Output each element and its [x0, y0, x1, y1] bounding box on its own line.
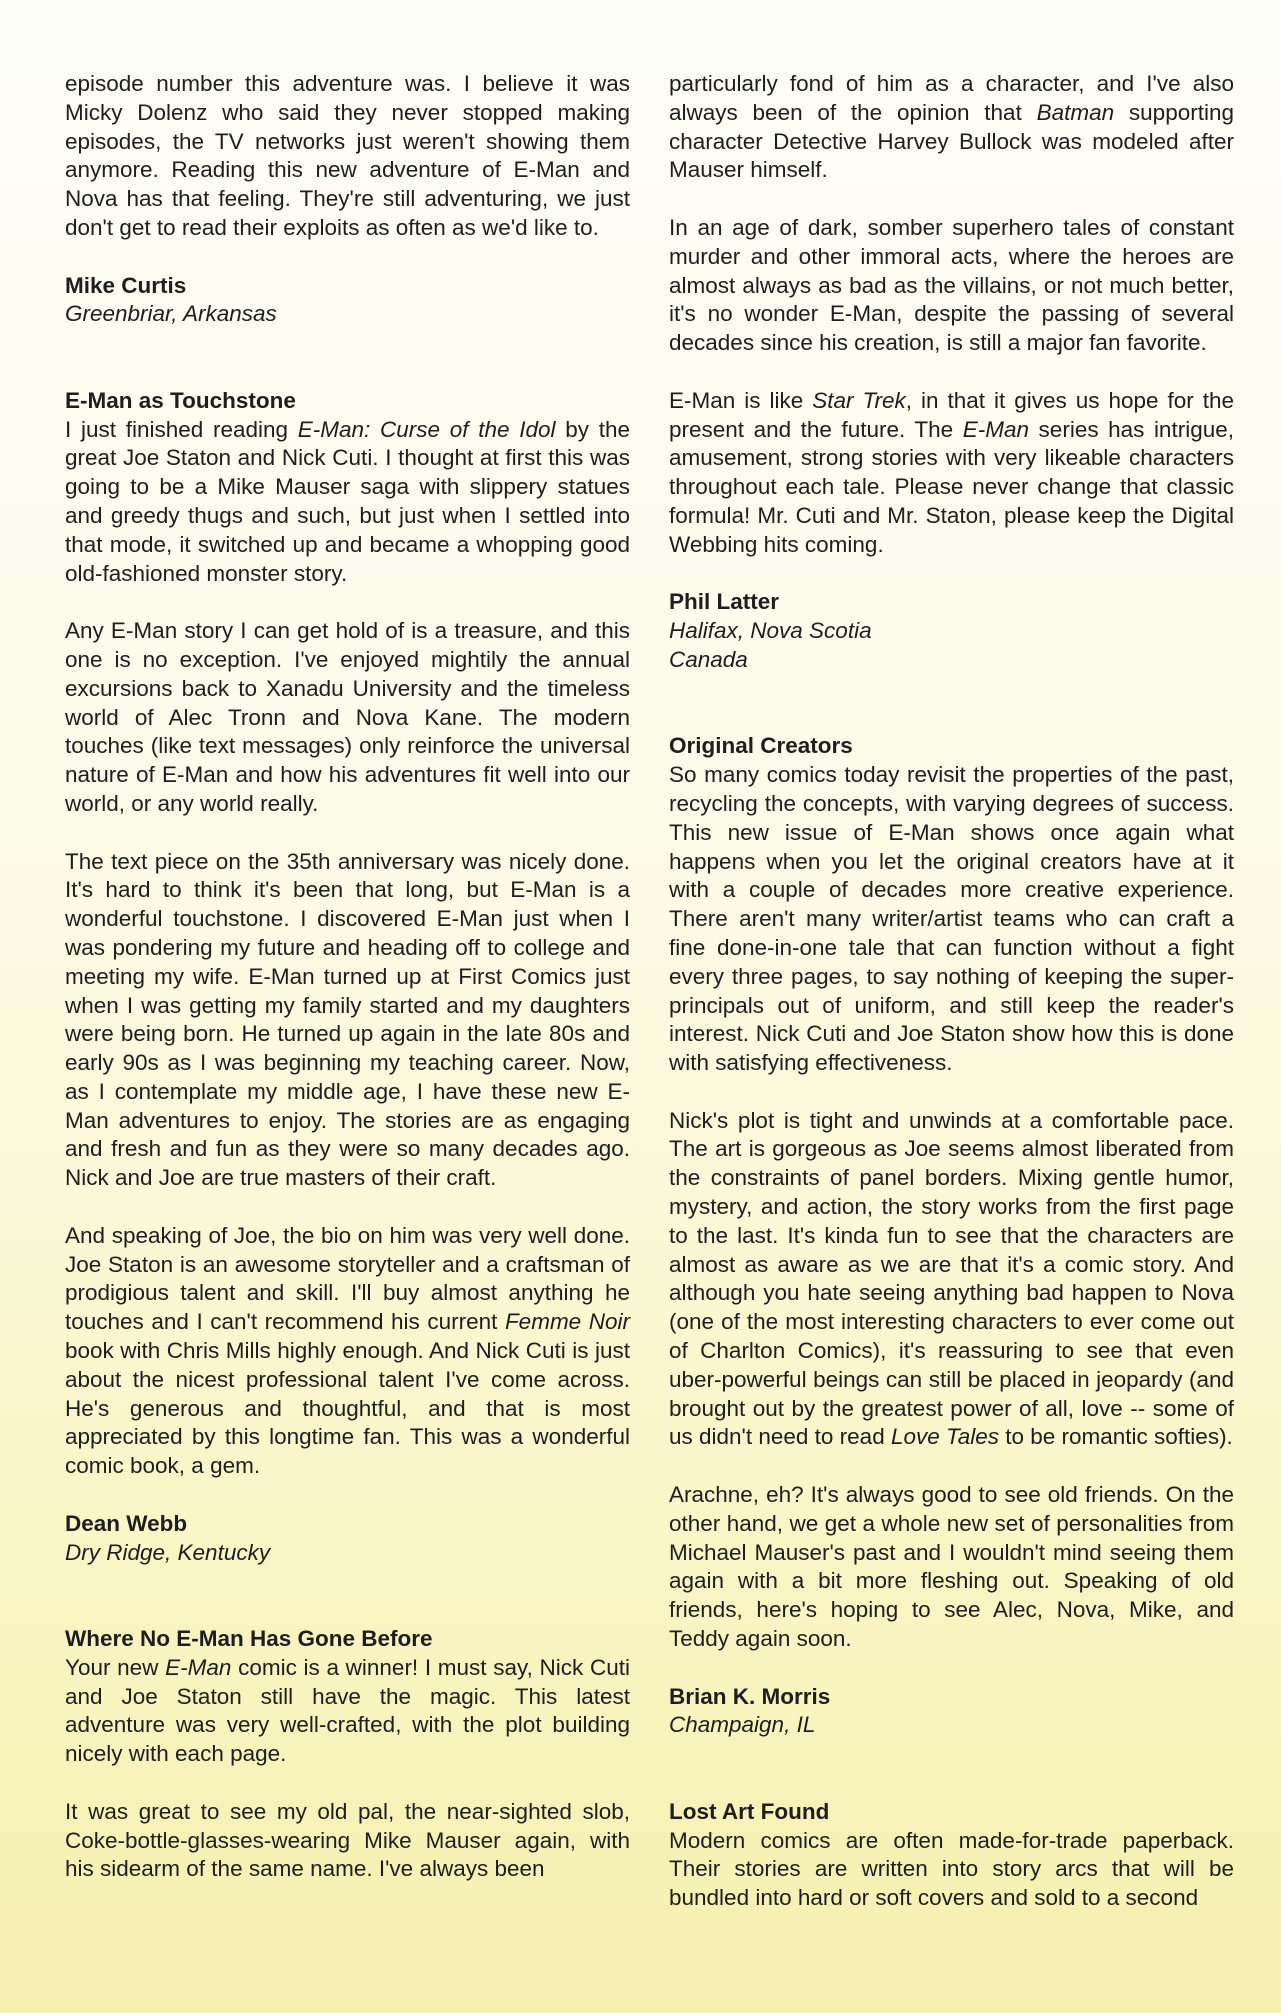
right-column	[669, 70, 1234, 1913]
left-column	[65, 70, 630, 1884]
signature-name: Dean Webb	[65, 1510, 188, 1536]
letter-paragraph: In an age of dark, somber superhero tales of constant murder and other immoral acts, where the heroes are almost always as bad as the villains, or not much better, it's no wonder E-Man, despite the passing of several decades since his creation, is still a major fan favorite.	[669, 214, 1234, 356]
signature	[669, 1683, 1234, 1741]
letter-paragraph: The text piece on the 35th anniversary was nicely done. It's hard to think it's been that long, but E-Man is a wonderful touchstone. I discovered E-Man just when I was pondering my future and heading off to college and meeting my wife. E-Man turned up at First Comics just when I was getting my family started and my daughters were being born. He turned up again in the late 80s and early 90s as I was beginning my teaching career. Now, as I contemplate my middle age, I have these new E-Man adventures to enjoy. The stories are as engaging and fresh and fun as they were so many decades ago. Nick and Joe are true masters of their craft.	[65, 848, 630, 1191]
signature	[65, 1510, 630, 1568]
signature-location: Halifax, Nova Scotia	[669, 618, 872, 644]
letter-heading: Lost Art Found	[669, 1798, 830, 1824]
letter-heading: E-Man as Touchstone	[65, 387, 296, 413]
signature-location: Greenbriar, Arkansas	[65, 301, 277, 327]
letter-paragraph: And speaking of Joe, the bio on him was very well done. Joe Staton is an awesome storyteller and a craftsman of prodigious talent and skill. I'll buy almost anything he touches and I can't recommend his current Femme Noir book with Chris Mills highly enough. And Nick Cuti is just about the nicest professional talent I've come across. He's generous and thoughtful, and that is most appreciated by this longtime fan. This was a wonderful comic book, a gem.	[65, 1222, 631, 1479]
signature-name: Phil Latter	[669, 589, 780, 615]
signature-location: Champaign, IL	[669, 1712, 816, 1738]
letter-paragraph: It was great to see my old pal, the near-sighted slob, Coke-bottle-glasses-wearing Mike Mauser again, with his sidearm of the same name. I've always been	[65, 1798, 630, 1882]
letter-paragraph: Arachne, eh? It's always good to see old friends. On the other hand, we get a whole new set of personalities from Michael Mauser's past and I wouldn't mind seeing them again with a bit more fleshing out. Speaking of old friends, here's hoping to see Alec, Nova, Mike, and Teddy again soon.	[669, 1482, 1234, 1652]
letter-paragraph: particularly fond of him as a character, and I've also always been of the opinion that Batman supporting character Detective Harvey Bullock was modeled after Mauser himself.	[669, 71, 1234, 183]
signature-name: Mike Curtis	[65, 272, 187, 298]
signature	[669, 588, 1234, 674]
letter-paragraph: episode number this adventure was. I believe it was Micky Dolenz who said they never stopped making episodes, the TV networks just weren't showing them anymore. Reading this new adventure of E-Man and Nova has that feeling. They're still adventuring, we just don't get to read their exploits as often as we'd like to.	[65, 71, 630, 240]
letter-paragraph: I just finished reading E-Man: Curse of the Idol by the great Joe Staton and Nick Cuti. I thought at first this was going to be a Mike Mauser saga with slippery statues and greedy thugs and such, but just when I settled into that mode, it switched up and became a whopping good old-fashioned monster story.	[65, 416, 630, 586]
letter-paragraph: E-Man is like Star Trek, in that it gives us hope for the present and the future. The E-Man series has intrigue, amusement, strong stories with very likeable characters throughout each tale. Please never change that classic formula! Mr. Cuti and Mr. Staton, please keep the Digital Webbing hits coming.	[669, 387, 1234, 557]
signature-location: Dry Ridge, Kentucky	[65, 1539, 271, 1565]
letter-paragraph: So many comics today revisit the properties of the past, recycling the concepts, with varying degrees of success. This new issue of E-Man shows once again what happens when you let the original creators have at it with a couple of decades more creative experience. There aren't many writer/artist teams who can craft a fine done-in-one tale that can function without a fight every three pages, to say nothing of keeping the super-principals out of uniform, and still keep the reader's interest. Nick Cuti and Joe Staton show how this is done with satisfying effectiveness.	[669, 762, 1234, 1076]
letter-paragraph: Any E-Man story I can get hold of is a treasure, and this one is no exception. I've enjoyed mightily the annual excursions back to Xanadu University and the timeless world of Alec Tronn and Nova Kane. The modern touches (like text messages) only reinforce the universal nature of E-Man and how his adventures fit well into our world, or any world really.	[65, 618, 630, 816]
letter-heading: Original Creators	[669, 733, 853, 759]
signature-country: Canada	[669, 646, 748, 672]
letter-heading: Where No E-Man Has Gone Before	[65, 1626, 433, 1652]
signature	[65, 272, 630, 330]
letter-paragraph: Nick's plot is tight and unwinds at a comfortable pace. The art is gorgeous as Joe seems almost liberated from the constraints of panel borders. Mixing gentle humor, mystery, and action, the story works from the first page to the last. It's kinda fun to see that the characters are almost as aware as we are that it's a comic story. And although you hate seeing anything bad happen to Nova (one of the most interesting characters to ever come out of Charlton Comics), it's reassuring to see that even uber-powerful beings can still be placed in jeopardy (and brought out by the greatest power of all, love -- some of us didn't need to read Love Tales to be romantic softies).	[669, 1107, 1234, 1450]
letter-paragraph: Your new E-Man comic is a winner! I must say, Nick Cuti and Joe Staton still have the magic. This latest adventure was very well-crafted, with the plot building nicely with each page.	[65, 1654, 630, 1767]
letter-paragraph: Modern comics are often made-for-trade paperback. Their stories are written into story arcs that will be bundled into hard or soft covers and sold to a second	[669, 1827, 1234, 1911]
signature-name: Brian K. Morris	[669, 1683, 831, 1709]
